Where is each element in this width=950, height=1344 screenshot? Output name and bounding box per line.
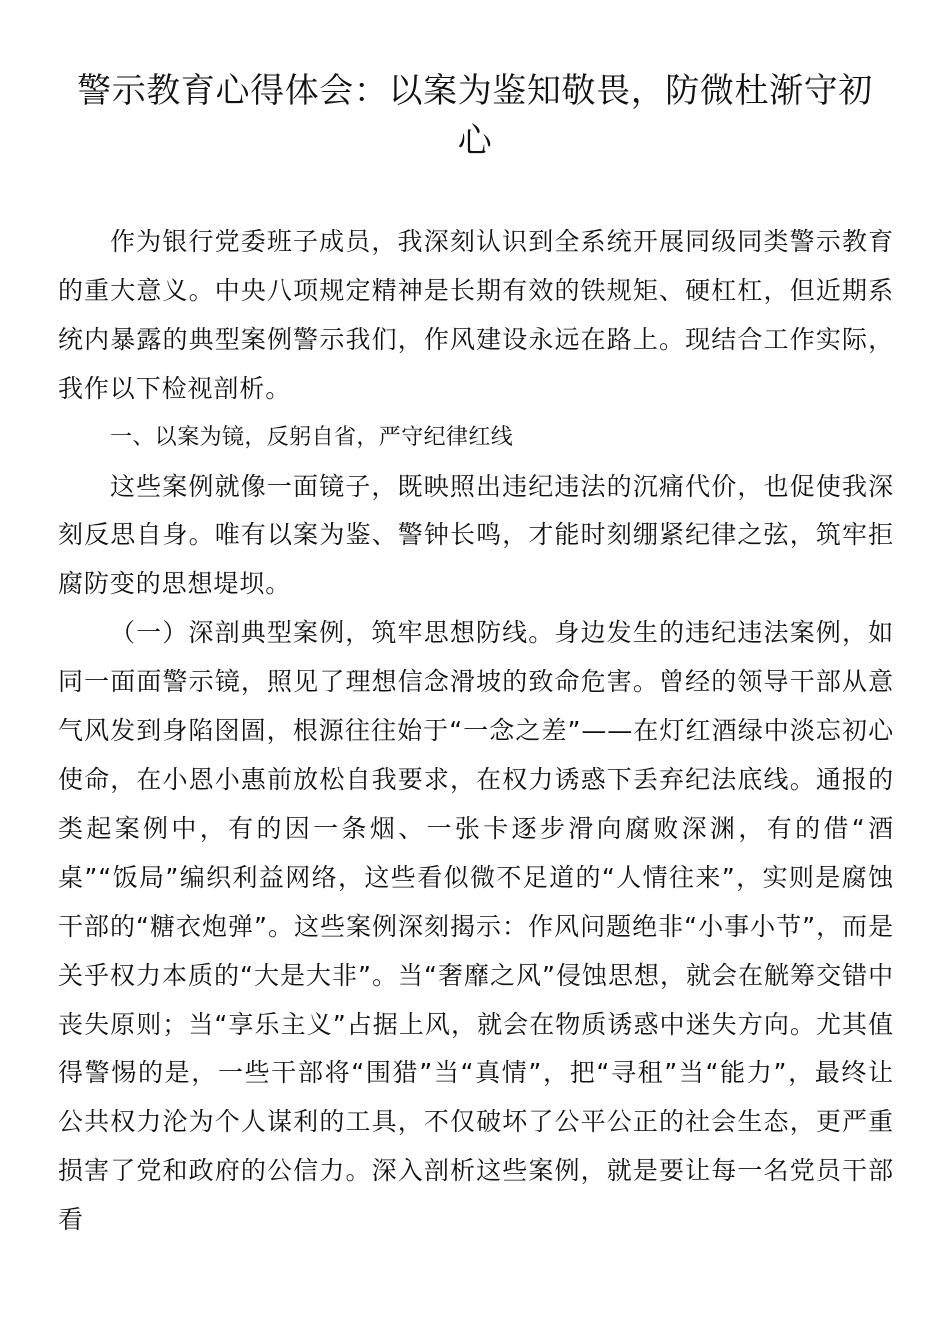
intro-paragraph: 作为银行党委班子成员，我深刻认识到全系统开展同级同类警示教育的重大意义。中央八项规定精神是长期有效的铁规矩、硬杠杠，但近期系统内暴露的典型案例警示我们，作风建设永远在路上。现结合工作实际，我作以下检视剖析。 (58, 227, 894, 403)
document-body (58, 218, 894, 1245)
subsection-1-paragraph: （一）深剖典型案例，筑牢思想防线。身边发生的违纪违法案例，如同一面面警示镜，照见了理想信念滑坡的致命危害。曾经的领导干部从意气风发到身陷囹圄，根源往往始于“一念之差”——在灯红酒绿中淡忘初心使命，在小恩小惠前放松自我要求，在权力诱惑下丢弃纪法底线。通报的类起案例中，有的因一条烟、一张卡逐步滑向腐败深渊，有的借“酒桌”“饭局”编织利益网络，这些看似微不足道的“人情往来”，实则是腐蚀干部的“糖衣炮弹”。这些案例深刻揭示：作风问题绝非“小事小节”，而是关乎权力本质的“大是大非”。当“奢靡之风”侵蚀思想，就会在觥筹交错中丧失原则；当“享乐主义”占据上风，就会在物质诱惑中迷失方向。尤其值得警惕的是，一些干部将“围猎”当“真情”，把“寻租”当“能力”，最终让公共权力沦为个人谋利的工具，不仅破坏了公平公正的社会生态，更严重损害了党和政府的公信力。深入剖析这些案例，就是要让每一名党员干部看 (58, 618, 894, 1235)
section-1-intro-paragraph: 这些案例就像一面镜子，既映照出违纪违法的沉痛代价，也促使我深刻反思自身。唯有以案为鉴、警钟长鸣，才能时刻绷紧纪律之弦，筑牢拒腐防变的思想堤坝。 (58, 471, 894, 599)
section-heading-1: 一、以案为镜，反躬自省，严守纪律红线 (110, 424, 514, 450)
document-title: 警示教育心得体会：以案为鉴知敬畏，防微杜渐守初心 (77, 71, 873, 161)
